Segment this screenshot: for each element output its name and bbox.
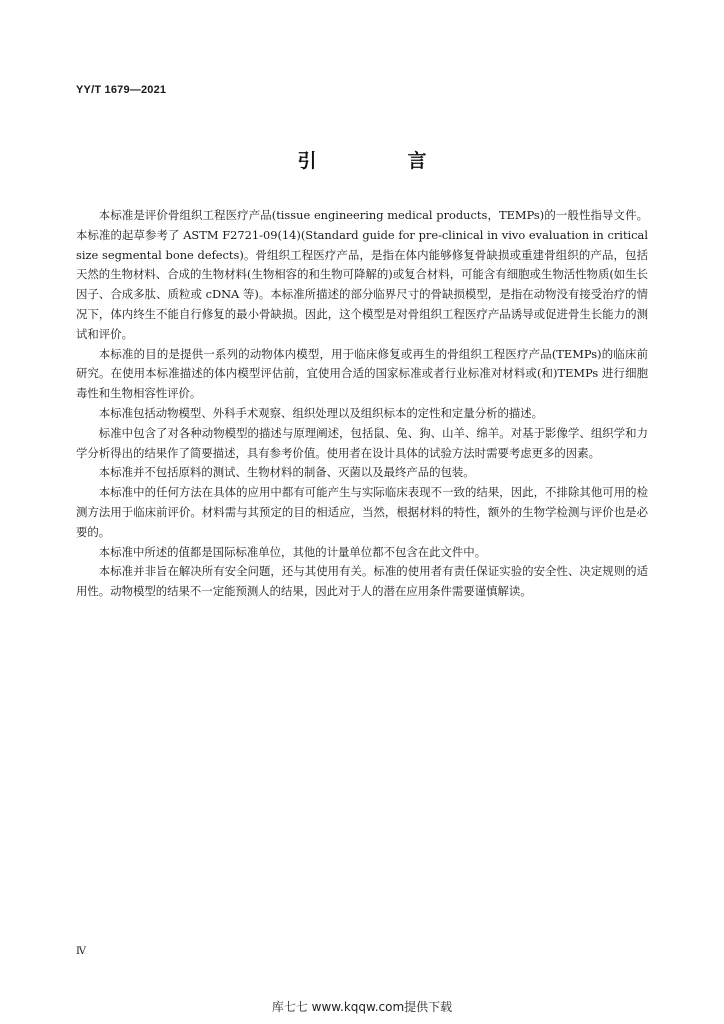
page-number: Ⅳ [76,946,86,957]
paragraph-scope-purpose: 本标准是评价骨组织工程医疗产品(tissue engineering medical products，TEMPs)的一般性指导文件。本标准的起草参考了 ASTM F2721-09(14)(Standard guide for pre-clinical in vivo evaluation in critical size segmental bone defects)。骨组织工程医疗产品，是指在体内能够修复骨缺损或重建骨组织的产品，包括天然的生物材料、合成的生物材料(生物相容的和生物可降解的)或复合材料，可能含有细胞或生物活性物质(如生长因子、合成多肽、质粒或 cDNA 等)。本标准所描述的部分临界尺寸的骨缺损模型，是指在动物没有接受治疗的情况下，体内终生不能自行修复的最小骨缺损。因此，这个模型是对骨组织工程医疗产品诱导或促进骨生长能力的测试和评价。 [76,208,648,341]
paragraph-animal-models: 标准中包含了对各种动物模型的描述与原理阐述，包括鼠、兔、狗、山羊、绵羊。对基于影像学、组织学和力学分析得出的结果作了简要描述，具有参考价值。使用者在设计具体的试验方法时需要考虑更多的因素。 [76,425,648,460]
paragraph-units: 本标准中所述的值都是国际标准单位，其他的计量单位都不包含在此文件中。 [98,544,487,559]
download-watermark: 库七七 www.kqqw.com提供下载 [271,1000,453,1014]
paragraph-objective: 本标准的目的是提供一系列的动物体内模型，用于临床修复或再生的骨组织工程医疗产品(TEMPs)的临床前研究。在使用本标准描述的体内模型评估前，宜使用合适的国家标准或者行业标准对材料或(和)TEMPs 进行细胞毒性和生物相容性评价。 [76,346,648,401]
paragraph-safety: 本标准并非旨在解决所有安全问题，还与其使用有关。标准的使用者有责任保证实验的安全性、决定规则的适用性。动物模型的结果不一定能预测人的结果，因此对于人的潜在应用条件需要谨慎解读。 [76,564,648,599]
introduction-body [76,206,648,602]
section-title-introduction: 引 言 [297,150,463,172]
standard-code-header: YY/T 1679—2021 [76,84,167,96]
paragraph-method-limitations: 本标准中的任何方法在具体的应用中都有可能产生与实际临床表现不一致的结果，因此，不排除其他可用的检测方法用于临床前评价。材料需与其预定的目的相适应，当然，根据材料的特性，额外的生物学检测与评价也是必要的。 [76,485,648,539]
paragraph-contents: 本标准包括动物模型、外科手术观察、组织处理以及组织标本的定性和定量分析的描述。 [98,405,544,420]
paragraph-exclusions: 本标准并不包括原料的测试、生物材料的制备、灭菌以及最终产品的包装。 [98,465,475,480]
